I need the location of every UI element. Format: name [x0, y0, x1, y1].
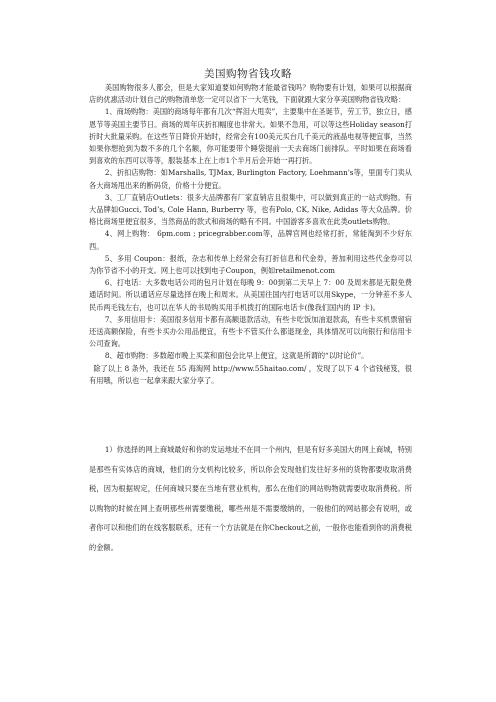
closing-text-after: ，发现了以下 4 个省钱秘笈，很有用哦，所以也一起拿来跟大家分享了。 — [89, 363, 412, 385]
page-title: 美国购物省钱攻略 — [204, 68, 292, 80]
haitao-link[interactable]: http://www.55haitao.com/ — [212, 363, 307, 373]
tip-item-8: 8、超市购物：多数超市晚上买菜和面包会比早上便宜，这就是所谓的“以时论价”。 — [104, 351, 369, 361]
tip-item-3: 3、工厂直销店Outlets：很多大品牌都有厂家直销店且很集中，可以做到真正的一站式购物。有大品牌如Gucci, Tod’s, Cole Hann, Burberry 等，也有Polo, CK, Nike, Adidas 等大众品牌。价格比商场里便宜很多，当然商品的款式和商场的略有不同。中国游客多喜欢在此类outlets购物。 — [89, 192, 412, 227]
tip-item-6: 6、打电话：大多数电话公司的包月计划在每晚 9：00到第二天早上 7：00 及周末都是无限免费通话时间。所以通话应尽量选择在晚上和周末。从美国往国内打电话可以用Skype，一分钟差不多人民币两毛钱左右，也可以在华人的书局购买用手机拨打的国际电话卡(像我们国内的 IP 卡)。 — [89, 278, 412, 312]
intro-paragraph: 美国购物很多人都会，但是大家知道要如何购物才能最省钱吗？购物要有计划，如果可以根据商店的优惠活动计划自己的购物清单您一定可以省下一大笔钱，下面就跟大家分享美国购物省钱攻略： — [89, 83, 412, 105]
tip-item-7: 7、多用信用卡：美国很多信用卡都有高额退款活动，有些卡吃饭加油退款高，有些卡买机票留宿还送高额保险，有些卡买办公用品便宜，有些卡不管买什么都退现金，具体情况可以向银行和信用卡公司查询。 — [89, 314, 412, 349]
secret-tip-1: 1）你选择的网上商城最好和你的发运地址不在同一个州内，但是有好多美国大的网上商城，特别是那些有实体店的商城，他们的分支机构比较多，所以你会发现他们发往好多州的货物都要收取消费税，因为根据规定，任何商城只要在当地有营业机构，那么在他们的网站购物就需要收取消费税。所以购物的时候在网上查明那些州需要缴税，哪些州是不需要缴纳的，一般他们的网站都会有说明，或者你可以和他们的在线客服联系，还有一个方法就是在你Checkout之前，一般你也能看到你的消费税的金额。 — [89, 445, 412, 552]
secret-tips-section — [89, 440, 412, 558]
closing-paragraph — [89, 363, 412, 387]
closing-text-before: 除了以上 8 条外，我还在 55 海淘网 — [93, 363, 213, 373]
tip-item-2: 2、折扣店购物：如Marshalls, TJMax, Burlington Factory, Loehmann's等，里面专门卖从各大商场甩出来的断码货，价格十分便宜。 — [89, 168, 412, 190]
tip-item-1: 1、商场购物：美国的商场每年都有几次“挥泪大甩卖”，主要集中在圣诞节，劳工节，独立日，感恩节等美国主要节日。商场的周年庆折扣幅度也非常大。如果不急用，可以等这些Holiday season打折时大批量采购。在这些节日降价开始时，经常会有100美元买台几千美元的液晶电视等便宜事，当然如果你想抢到为数不多的几个名额，你可能要带个睡袋提前一天去商场门前排队。平时如果在商场看到喜欢的东西可以等等，服装基本上在上市1个半月后会开始一再打折。 — [89, 107, 412, 166]
article-body — [89, 82, 412, 387]
tip-item-4: 4、网上购物： 6pm.com ; pricegrabber.com等，品牌官网也经常打折，常能淘到不少好东西。 — [89, 229, 412, 251]
tip-item-5: 5、多用 Coupon：报纸，杂志和传单上经常会有打折信息和代金券，善加利用这些代金券可以为你节省不小的开支。网上也可以找到电子Coupon，例如retailmenot.com — [89, 253, 412, 276]
